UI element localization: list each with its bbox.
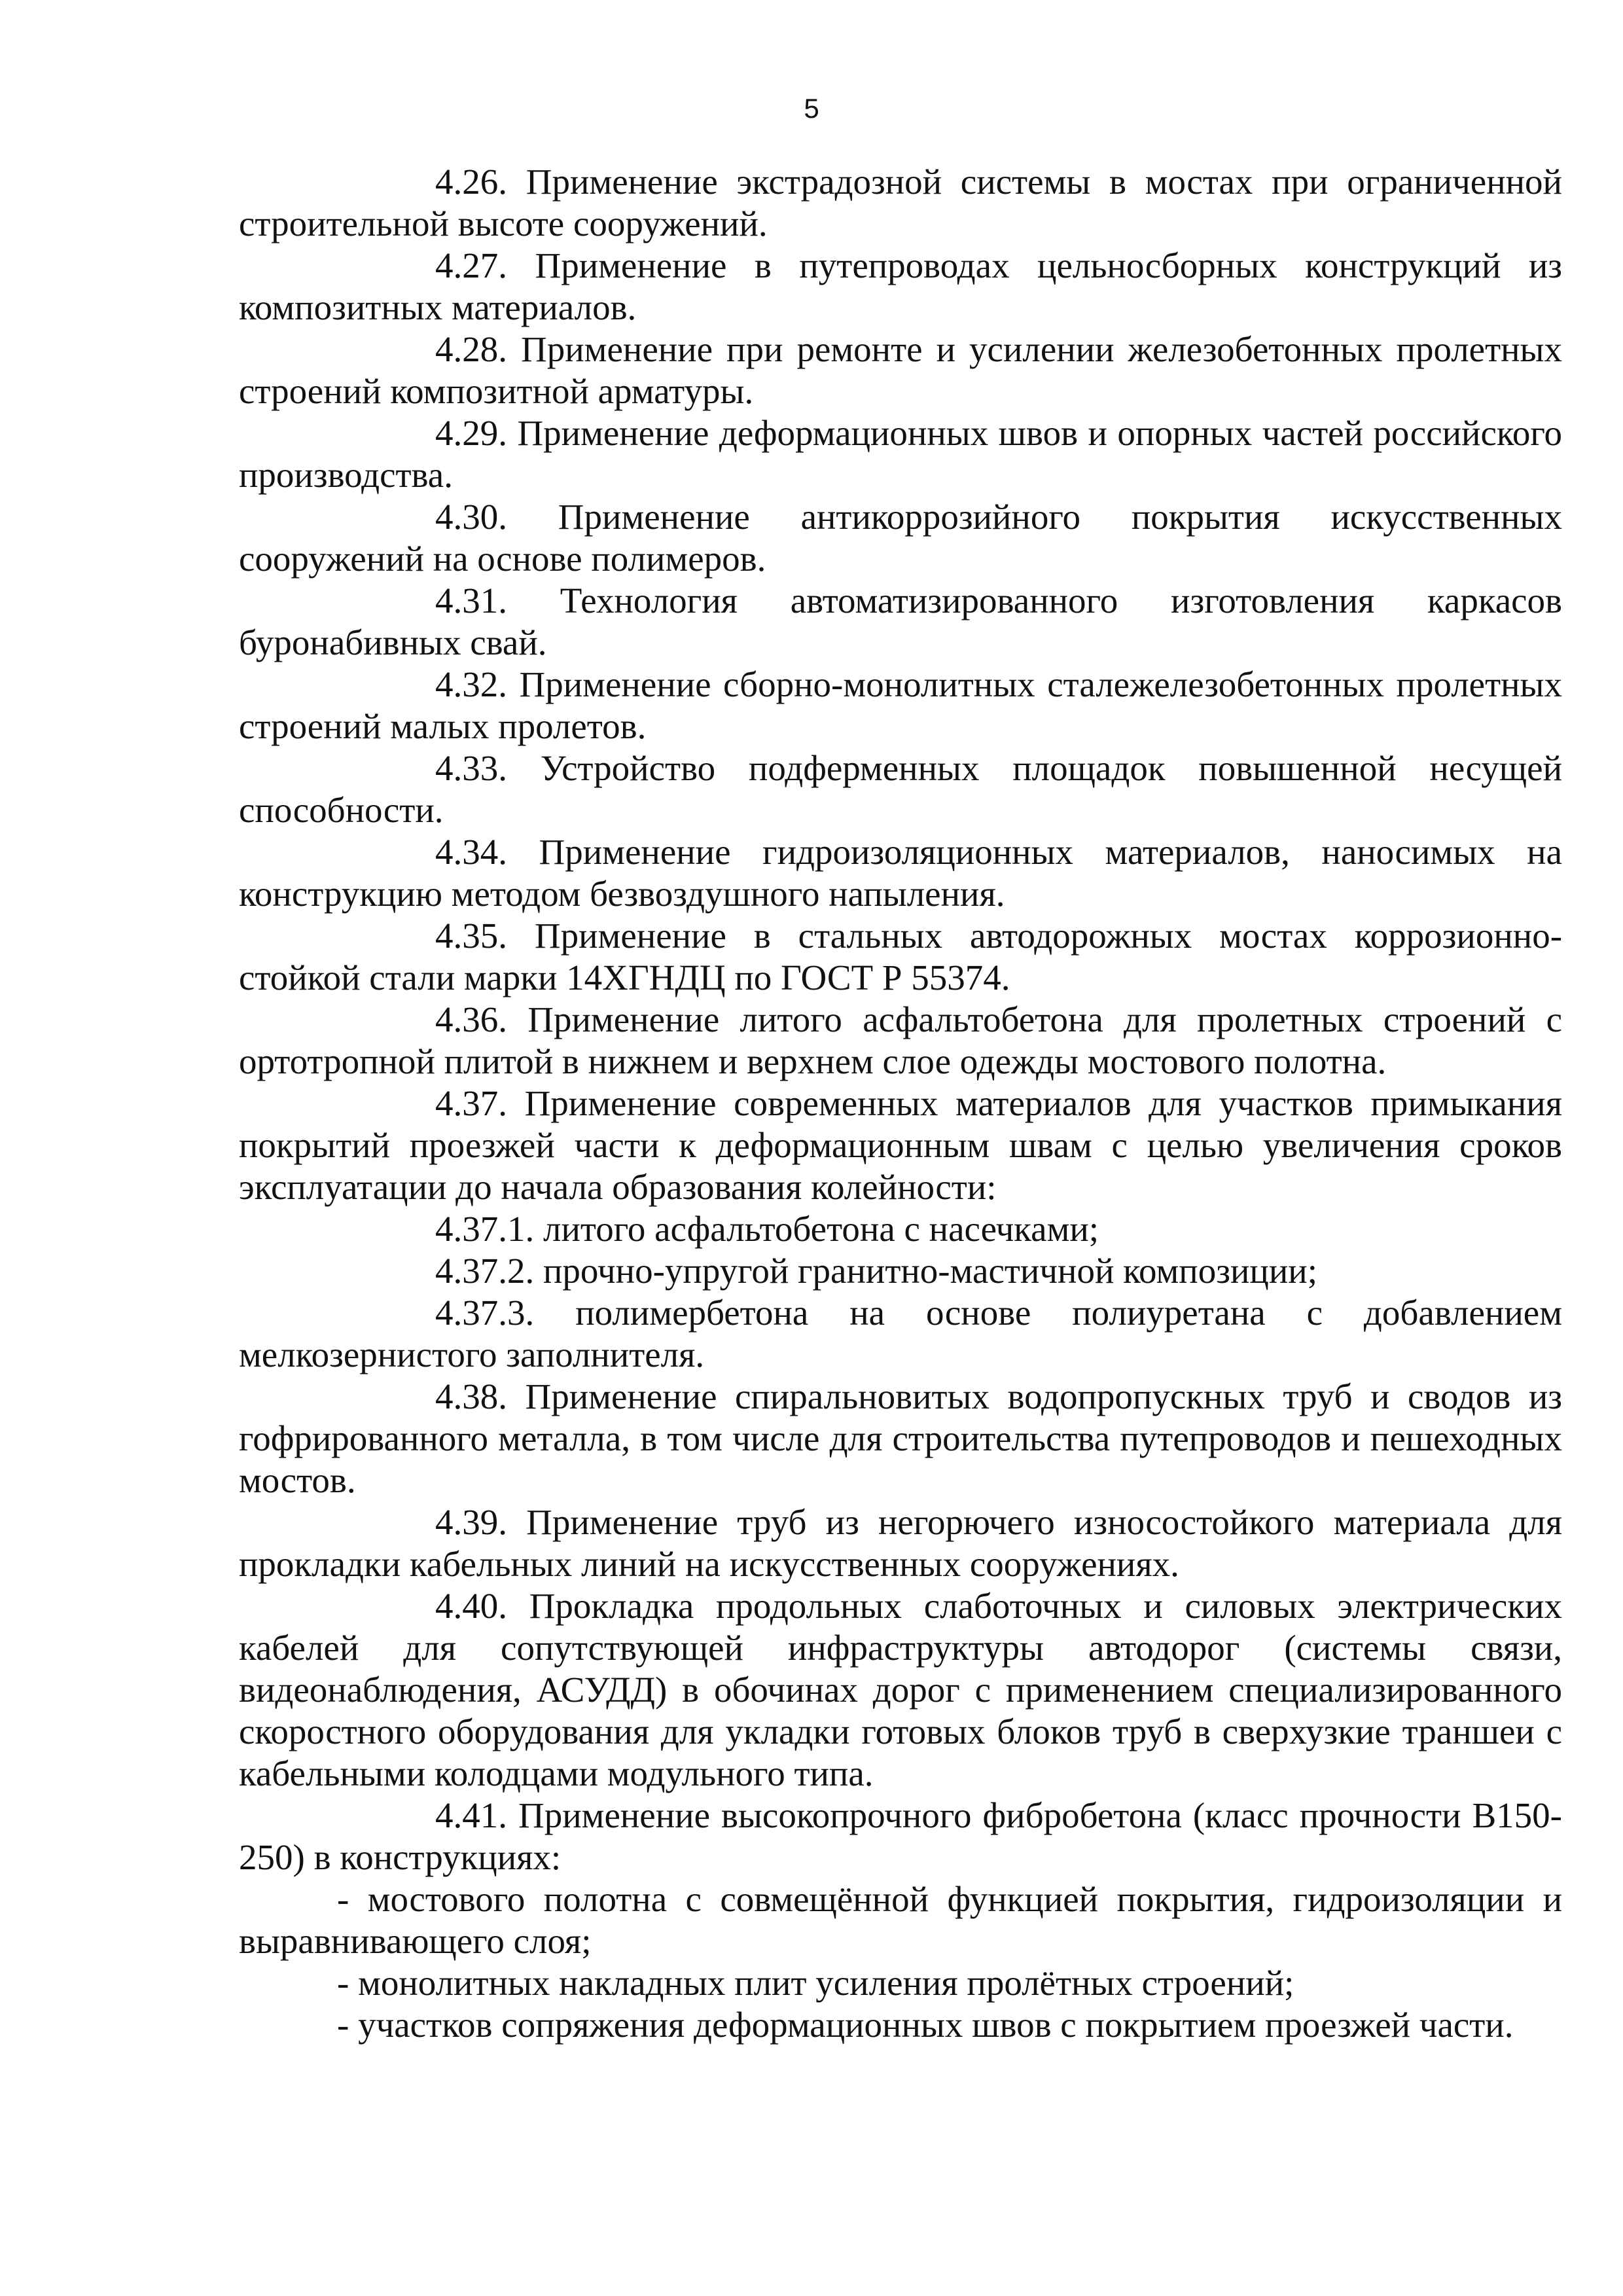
clause-number: 4.38. bbox=[435, 1376, 507, 1416]
clause-text: Применение сборно-монолитных сталежелезобетонных пролетных строений малых пролетов. bbox=[239, 664, 1563, 746]
document-body bbox=[239, 161, 1562, 2046]
clause-text: Применение спиральновитых водопропускных труб и сводов из гофрированного металла, в том числе для строительства путепроводов и пешеходных мостов. bbox=[239, 1376, 1562, 1500]
clause-number: 4.36. bbox=[435, 999, 507, 1039]
clause-text: полимербетона на основе полиуретана с добавлением мелкозернистого заполнителя. bbox=[239, 1293, 1562, 1374]
clause-4-31 bbox=[239, 580, 1562, 664]
clause-4-37-2 bbox=[239, 1250, 1562, 1292]
clause-number: 4.33. bbox=[435, 748, 507, 788]
clause-number: 4.37. bbox=[435, 1083, 507, 1123]
bullet-item: - мостового полотна с совмещённой функцией покрытия, гидроизоляции и выравнивающего слоя; bbox=[239, 1879, 1562, 1961]
clause-4-38 bbox=[239, 1376, 1562, 1501]
clause-number: 4.28. bbox=[435, 329, 507, 369]
clause-text: Применение литого асфальтобетона для пролетных строений с ортотропной плитой в нижнем и верхнем слое одежды мостового полотна. bbox=[239, 999, 1563, 1081]
clause-number: 4.39. bbox=[435, 1502, 507, 1542]
clause-number: 4.32. bbox=[435, 664, 507, 704]
clause-number: 4.30. bbox=[435, 497, 507, 537]
clause-number: 4.31. bbox=[435, 581, 507, 620]
clause-4-30 bbox=[239, 496, 1562, 580]
clause-number: 4.37.3. bbox=[435, 1293, 535, 1333]
clause-4-39 bbox=[239, 1501, 1562, 1585]
clause-4-36 bbox=[239, 999, 1562, 1083]
clause-text: Применение при ремонте и усилении железобетонных пролетных строений композитной арматуры. bbox=[239, 329, 1562, 411]
clause-number: 4.40. bbox=[435, 1586, 507, 1626]
clause-number: 4.35. bbox=[435, 916, 507, 956]
clause-4-37-3 bbox=[239, 1292, 1562, 1376]
clause-text: Применение труб из негорючего износостойкого материала для прокладки кабельных линий на искусственных сооружениях. bbox=[239, 1502, 1563, 1584]
clause-number: 4.27. bbox=[435, 245, 507, 285]
clause-4-26 bbox=[239, 161, 1562, 245]
clause-text: Устройство подферменных площадок повышенной несущей способности. bbox=[239, 748, 1562, 830]
bullet-item: - монолитных накладных плит усиления пролётных строений; bbox=[337, 1963, 1294, 2003]
clause-4-33 bbox=[239, 747, 1562, 831]
clause-number: 4.29. bbox=[435, 413, 507, 453]
clause-text: Прокладка продольных слаботочных и силовых электрических кабелей для сопутствующей инфраструктуры автодорог (системы связи, видеонаблюдения, АСУДД) в обочинах дорог с применением специализированного скоростного оборудования для укладки готовых блоков труб в сверхузкие траншеи с кабельными колодцами модульного типа. bbox=[239, 1586, 1562, 1793]
clause-number: 4.26. bbox=[435, 162, 507, 202]
clause-text: Применение современных материалов для участков примыкания покрытий проезжей части к деформационным швам с целью увеличения сроков эксплуатации до начала образования колейности: bbox=[239, 1083, 1563, 1207]
clause-4-35 bbox=[239, 915, 1562, 999]
clause-text: прочно-упругой гранитно-мастичной композиции; bbox=[543, 1251, 1317, 1291]
clause-4-27 bbox=[239, 245, 1562, 329]
clause-text: Применение деформационных швов и опорных частей российского производства. bbox=[239, 413, 1563, 495]
clause-text: литого асфальтобетона с насечками; bbox=[543, 1209, 1099, 1249]
clause-text: Применение гидроизоляционных материалов, наносимых на конструкцию методом безвоздушного напыления. bbox=[239, 832, 1563, 914]
clause-4-40 bbox=[239, 1585, 1562, 1795]
clause-text: Применение экстрадозной системы в мостах при ограниченной строительной высоте сооружений. bbox=[239, 162, 1562, 243]
clause-number: 4.34. bbox=[435, 832, 507, 872]
clause-text: Применение в стальных автодорожных мостах коррозионно-стойкой стали марки 14ХГНДЦ по ГОСТ Р 55374. bbox=[239, 916, 1563, 997]
bullet-item: - участков сопряжения деформационных швов с покрытием проезжей части. bbox=[337, 2005, 1514, 2045]
clause-4-37-1 bbox=[239, 1208, 1562, 1250]
clause-text: Применение в путепроводах цельносборных конструкций из композитных материалов. bbox=[239, 245, 1563, 327]
clause-text: Применение высокопрочного фибробетона (класс прочности В150-250) в конструкциях: bbox=[239, 1795, 1562, 1877]
clause-4-28 bbox=[239, 329, 1562, 412]
clause-number: 4.37.1. bbox=[435, 1209, 535, 1249]
clause-text: Применение антикоррозийного покрытия искусственных сооружений на основе полимеров. bbox=[239, 497, 1563, 579]
clause-number: 4.41. bbox=[435, 1795, 507, 1835]
page-number: 5 bbox=[804, 93, 819, 124]
clause-4-34 bbox=[239, 831, 1562, 915]
clause-4-29 bbox=[239, 412, 1562, 496]
clause-text: Технология автоматизированного изготовления каркасов буронабивных свай. bbox=[239, 581, 1562, 662]
clause-number: 4.37.2. bbox=[435, 1251, 535, 1291]
clause-4-37 bbox=[239, 1083, 1562, 1208]
clause-4-32 bbox=[239, 664, 1562, 747]
clause-4-41 bbox=[239, 1795, 1562, 1878]
